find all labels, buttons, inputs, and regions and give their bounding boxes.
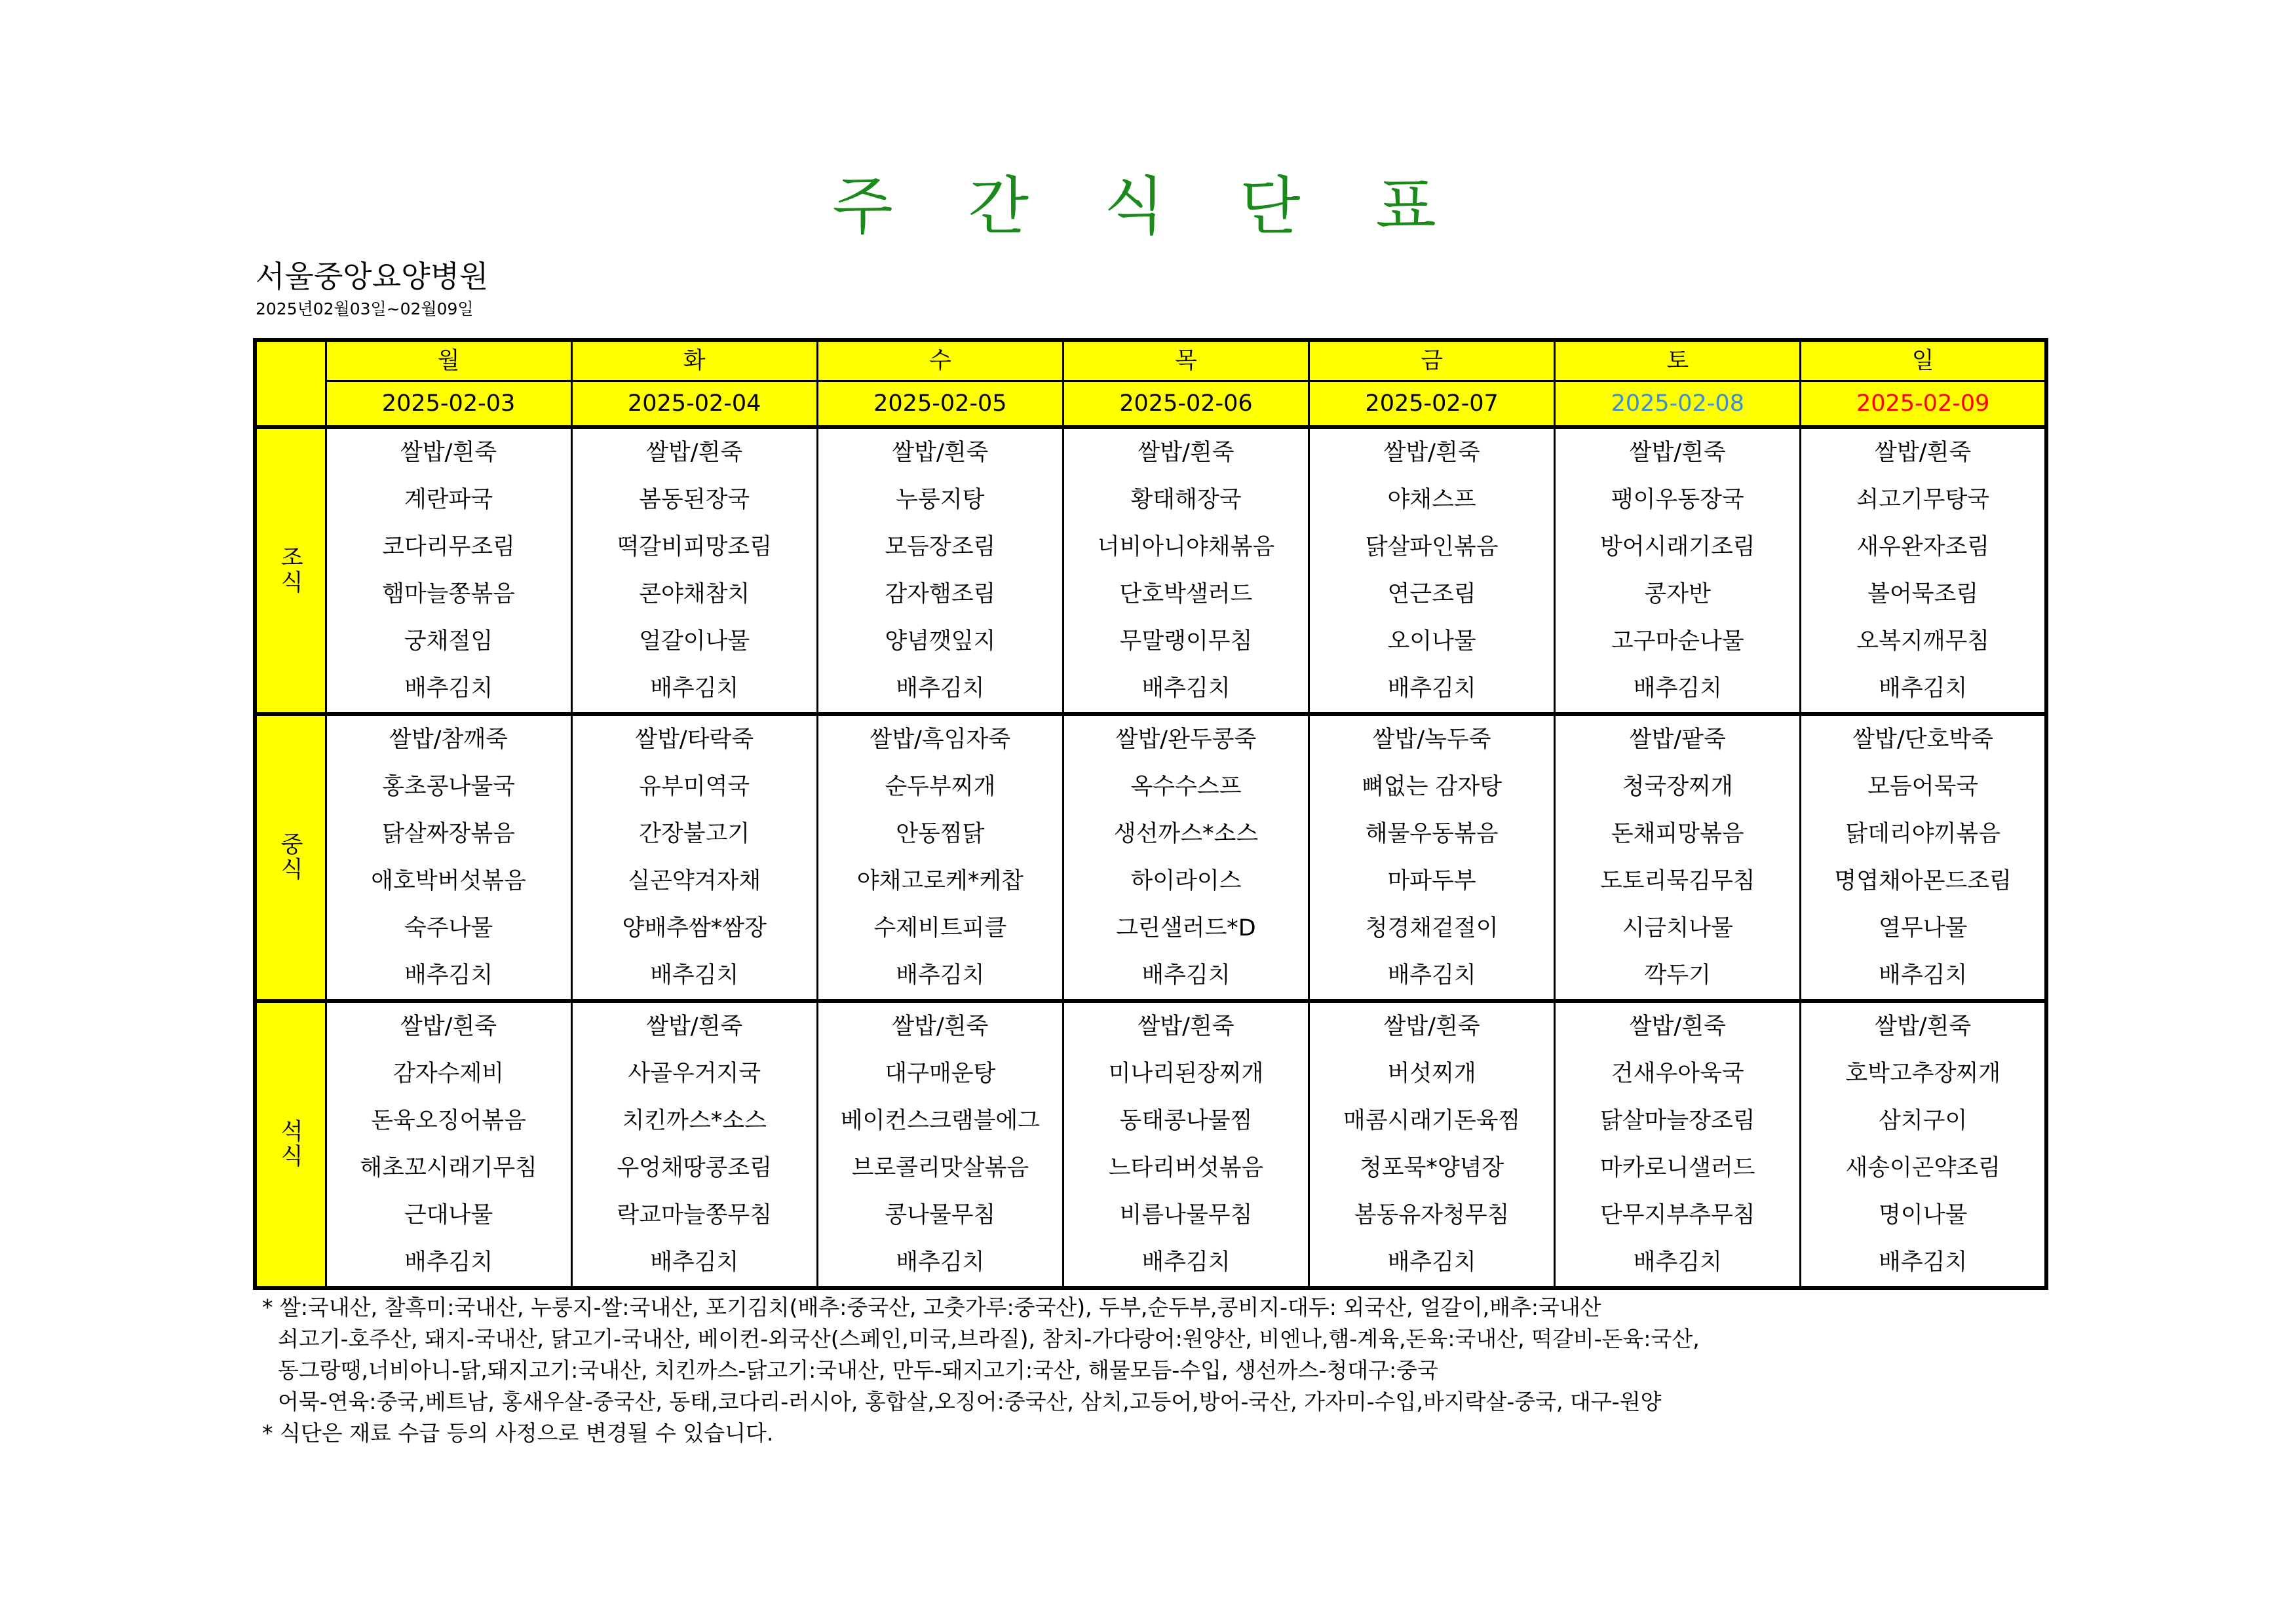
menu-item: 쌀밥/흰죽 [1801, 1001, 2046, 1050]
menu-item: 쌀밥/녹두죽 [1309, 714, 1555, 763]
menu-item: 쇠고기무탕국 [1801, 476, 2046, 523]
menu-item: 돈채피망볶음 [1555, 810, 1801, 858]
breakfast-row [255, 665, 2046, 714]
breakfast-label: 조식 [280, 545, 303, 596]
note-line: 쇠고기-호주산, 돼지-국내산, 닭고기-국내산, 베이컨-외국산(스페인,미국,브라질), 참치-가다랑어:원양산, 비엔나,햄-계육,돈육:국내산, 떡갈비-돈육:국산, [278, 1326, 1700, 1351]
menu-item: 근대나물 [326, 1192, 571, 1239]
menu-item: 미나리된장찌개 [1063, 1050, 1309, 1097]
menu-item: 닭데리야끼볶음 [1801, 810, 2046, 858]
menu-item: 닭살짜장볶음 [326, 810, 571, 858]
menu-period: 2025년02월03일~02월09일 [256, 299, 474, 318]
menu-item: 연근조림 [1309, 571, 1555, 618]
dinner-label-cell [255, 1001, 326, 1288]
menu-item: 마파두부 [1309, 858, 1555, 905]
origin-notes [262, 1292, 1700, 1449]
menu-item: 배추김치 [326, 952, 571, 1001]
breakfast-label-cell [255, 427, 326, 714]
menu-item: 배추김치 [326, 665, 571, 714]
menu-item: 배추김치 [571, 665, 817, 714]
day-header-thu: 목 [1063, 340, 1309, 381]
dinner-label: 석식 [280, 1119, 303, 1170]
breakfast-row [255, 427, 2046, 476]
menu-item: 계란파국 [326, 476, 571, 523]
menu-item: 쌀밥/흰죽 [571, 1001, 817, 1050]
menu-item: 배추김치 [1801, 665, 2046, 714]
menu-item: 배추김치 [817, 665, 1063, 714]
menu-item: 숙주나물 [326, 905, 571, 952]
menu-item: 뼈없는 감자탕 [1309, 763, 1555, 810]
menu-item: 궁채절임 [326, 618, 571, 665]
menu-item: 감자수제비 [326, 1050, 571, 1097]
menu-item: 단무지부추무침 [1555, 1192, 1801, 1239]
breakfast-row [255, 571, 2046, 618]
menu-item: 매콤시래기돈육찜 [1309, 1097, 1555, 1144]
menu-item: 대구매운탕 [817, 1050, 1063, 1097]
menu-item: 봄동된장국 [571, 476, 817, 523]
lunch-label-cell [255, 714, 326, 1001]
menu-item: 야채고로케*케찹 [817, 858, 1063, 905]
menu-item: 간장불고기 [571, 810, 817, 858]
menu-item: 닭살마늘장조림 [1555, 1097, 1801, 1144]
menu-item: 모듬어묵국 [1801, 763, 2046, 810]
day-header-fri: 금 [1309, 340, 1555, 381]
menu-item: 너비아니야채볶음 [1063, 523, 1309, 571]
menu-item: 배추김치 [1801, 952, 2046, 1001]
menu-item: 배추김치 [571, 1239, 817, 1288]
menu-item: 야채스프 [1309, 476, 1555, 523]
menu-item: 양배추쌈*쌈장 [571, 905, 817, 952]
menu-item: 명엽채아몬드조림 [1801, 858, 2046, 905]
weekly-menu-table [253, 338, 2048, 1290]
menu-item: 닭살파인볶음 [1309, 523, 1555, 571]
lunch-row [255, 858, 2046, 905]
day-header-sun: 일 [1801, 340, 2046, 381]
menu-item: 해초꼬시래기무침 [326, 1144, 571, 1192]
menu-item: 안동찜닭 [817, 810, 1063, 858]
dinner-row [255, 1097, 2046, 1144]
hospital-name: 서울중앙요양병원 [256, 259, 489, 294]
note-line: * 쌀:국내산, 찰흑미:국내산, 누룽지-쌀:국내산, 포기김치(배추:중국산, 고춧가루:중국산), 두부,순두부,콩비지-대두: 외국산, 얼갈이,배추:국내산 [262, 1294, 1601, 1320]
menu-item: 순두부찌개 [817, 763, 1063, 810]
lunch-row [255, 810, 2046, 858]
menu-item: 배추김치 [326, 1239, 571, 1288]
menu-item: 옥수수스프 [1063, 763, 1309, 810]
dinner-row [255, 1239, 2046, 1288]
menu-item: 쌀밥/흰죽 [1309, 1001, 1555, 1050]
date-header-sun: 2025-02-09 [1801, 381, 2046, 428]
date-header-sat: 2025-02-08 [1555, 381, 1801, 428]
date-header-mon: 2025-02-03 [326, 381, 571, 428]
date-header-fri: 2025-02-07 [1309, 381, 1555, 428]
menu-item: 청국장찌개 [1555, 763, 1801, 810]
menu-item: 청포묵*양념장 [1309, 1144, 1555, 1192]
dinner-row [255, 1144, 2046, 1192]
date-header-wed: 2025-02-05 [817, 381, 1063, 428]
menu-item: 모듬장조림 [817, 523, 1063, 571]
menu-item: 버섯찌개 [1309, 1050, 1555, 1097]
menu-item: 마카로니샐러드 [1555, 1144, 1801, 1192]
menu-item: 쌀밥/흰죽 [571, 427, 817, 476]
menu-item: 명이나물 [1801, 1192, 2046, 1239]
menu-item: 누룽지탕 [817, 476, 1063, 523]
menu-item: 도토리묵김무침 [1555, 858, 1801, 905]
menu-item: 해물우동볶음 [1309, 810, 1555, 858]
menu-item: 봄동유자청무침 [1309, 1192, 1555, 1239]
menu-item: 동태콩나물찜 [1063, 1097, 1309, 1144]
menu-item: 배추김치 [1555, 1239, 1801, 1288]
menu-item: 쌀밥/참깨죽 [326, 714, 571, 763]
note-line: 동그랑땡,너비아니-닭,돼지고기:국내산, 치킨까스-닭고기:국내산, 만두-돼지고기:국산, 해물모듬-수입, 생선까스-청대구:중국 [278, 1357, 1438, 1383]
menu-item: 수제비트피클 [817, 905, 1063, 952]
menu-item: 비름나물무침 [1063, 1192, 1309, 1239]
breakfast-row [255, 618, 2046, 665]
menu-item: 콩나물무침 [817, 1192, 1063, 1239]
header-corner-cell [255, 340, 326, 427]
menu-item: 브로콜리맛살볶음 [817, 1144, 1063, 1192]
menu-item: 오이나물 [1309, 618, 1555, 665]
menu-item: 청경채겉절이 [1309, 905, 1555, 952]
menu-item: 배추김치 [1801, 1239, 2046, 1288]
menu-item: 쌀밥/흑임자죽 [817, 714, 1063, 763]
day-header-row [255, 340, 2046, 381]
menu-item: 쌀밥/흰죽 [817, 427, 1063, 476]
breakfast-row [255, 523, 2046, 571]
menu-item: 삼치구이 [1801, 1097, 2046, 1144]
menu-item: 배추김치 [817, 1239, 1063, 1288]
menu-item: 락교마늘쫑무침 [571, 1192, 817, 1239]
menu-item: 코다리무조림 [326, 523, 571, 571]
menu-item: 감자햄조림 [817, 571, 1063, 618]
note-line: * 식단은 재료 수급 등의 사정으로 변경될 수 있습니다. [262, 1420, 774, 1446]
menu-item: 양념깻잎지 [817, 618, 1063, 665]
menu-item: 단호박샐러드 [1063, 571, 1309, 618]
menu-item: 새송이곤약조림 [1801, 1144, 2046, 1192]
menu-item: 열무나물 [1801, 905, 2046, 952]
menu-item: 무말랭이무침 [1063, 618, 1309, 665]
dinner-row [255, 1192, 2046, 1239]
menu-item: 시금치나물 [1555, 905, 1801, 952]
menu-item: 콘야채참치 [571, 571, 817, 618]
menu-item: 쌀밥/흰죽 [1801, 427, 2046, 476]
menu-item: 배추김치 [1555, 665, 1801, 714]
menu-item: 건새우아욱국 [1555, 1050, 1801, 1097]
note-line: 어묵-연육:중국,베트남, 홍새우살-중국산, 동태,코다리-러시아, 홍합살,오징어:중국산, 삼치,고등어,방어-국산, 가자미-수입,바지락살-중국, 대구-원양 [278, 1389, 1662, 1414]
menu-item: 호박고추장찌개 [1801, 1050, 2046, 1097]
menu-item: 쌀밥/흰죽 [1063, 427, 1309, 476]
lunch-row [255, 763, 2046, 810]
date-header-tue: 2025-02-04 [571, 381, 817, 428]
menu-item: 얼갈이나물 [571, 618, 817, 665]
menu-item: 그린샐러드*D [1063, 905, 1309, 952]
menu-item: 홍초콩나물국 [326, 763, 571, 810]
menu-item: 쌀밥/흰죽 [1555, 427, 1801, 476]
menu-item: 배추김치 [1063, 952, 1309, 1001]
menu-item: 햄마늘쫑볶음 [326, 571, 571, 618]
day-header-tue: 화 [571, 340, 817, 381]
menu-item: 쌀밥/흰죽 [817, 1001, 1063, 1050]
menu-item: 쌀밥/흰죽 [1555, 1001, 1801, 1050]
menu-item: 실곤약겨자채 [571, 858, 817, 905]
menu-item: 애호박버섯볶음 [326, 858, 571, 905]
date-header-row [255, 381, 2046, 428]
menu-item: 쌀밥/흰죽 [326, 427, 571, 476]
menu-item: 배추김치 [1063, 665, 1309, 714]
day-header-sat: 토 [1555, 340, 1801, 381]
menu-item: 콩자반 [1555, 571, 1801, 618]
menu-item: 사골우거지국 [571, 1050, 817, 1097]
menu-item: 떡갈비피망조림 [571, 523, 817, 571]
menu-item: 오복지깨무침 [1801, 618, 2046, 665]
lunch-label: 중식 [280, 832, 303, 883]
menu-item: 배추김치 [571, 952, 817, 1001]
menu-item: 방어시래기조림 [1555, 523, 1801, 571]
day-header-wed: 수 [817, 340, 1063, 381]
menu-item: 새우완자조림 [1801, 523, 2046, 571]
menu-item: 배추김치 [817, 952, 1063, 1001]
dinner-row [255, 1001, 2046, 1050]
menu-item: 배추김치 [1309, 952, 1555, 1001]
menu-item: 하이라이스 [1063, 858, 1309, 905]
menu-item: 느타리버섯볶음 [1063, 1144, 1309, 1192]
breakfast-row [255, 476, 2046, 523]
page-title: 주 간 식 단 표 [832, 170, 1464, 243]
menu-item: 배추김치 [1309, 665, 1555, 714]
menu-item: 쌀밥/단호박죽 [1801, 714, 2046, 763]
menu-item: 배추김치 [1063, 1239, 1309, 1288]
menu-item: 쌀밥/완두콩죽 [1063, 714, 1309, 763]
dinner-row [255, 1050, 2046, 1097]
menu-item: 우엉채땅콩조림 [571, 1144, 817, 1192]
menu-item: 쌀밥/흰죽 [326, 1001, 571, 1050]
date-header-thu: 2025-02-06 [1063, 381, 1309, 428]
lunch-row [255, 905, 2046, 952]
lunch-row [255, 952, 2046, 1001]
menu-item: 베이컨스크램블에그 [817, 1097, 1063, 1144]
menu-item: 쌀밥/흰죽 [1063, 1001, 1309, 1050]
menu-item: 돈육오징어볶음 [326, 1097, 571, 1144]
menu-item: 깍두기 [1555, 952, 1801, 1001]
menu-item: 유부미역국 [571, 763, 817, 810]
menu-item: 쌀밥/팥죽 [1555, 714, 1801, 763]
menu-item: 고구마순나물 [1555, 618, 1801, 665]
lunch-row [255, 714, 2046, 763]
menu-item: 생선까스*소스 [1063, 810, 1309, 858]
menu-item: 배추김치 [1309, 1239, 1555, 1288]
day-header-mon: 월 [326, 340, 571, 381]
menu-item: 팽이우동장국 [1555, 476, 1801, 523]
menu-item: 쌀밥/흰죽 [1309, 427, 1555, 476]
menu-item: 볼어묵조림 [1801, 571, 2046, 618]
menu-item: 치킨까스*소스 [571, 1097, 817, 1144]
menu-item: 쌀밥/타락죽 [571, 714, 817, 763]
menu-item: 황태해장국 [1063, 476, 1309, 523]
